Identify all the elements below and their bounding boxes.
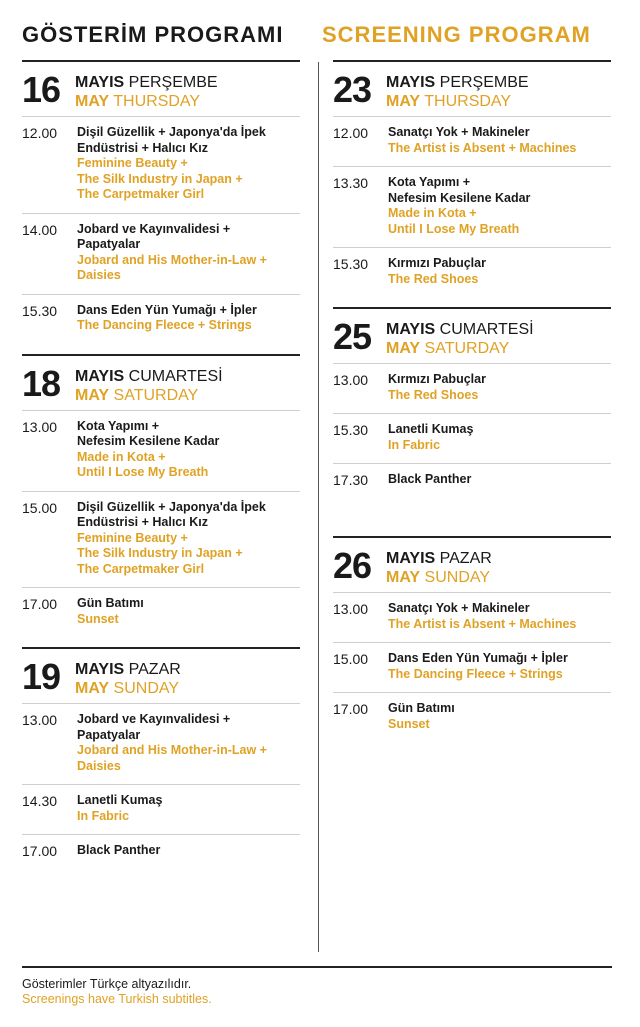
film-title-turkish: Lanetli Kumaş [77, 793, 163, 807]
screening-films [388, 472, 471, 488]
day-labels [75, 72, 218, 111]
film-title-english: The Artist is Absent + Machines [388, 616, 577, 631]
screening-row [333, 642, 611, 692]
screening-time: 12.00 [333, 125, 369, 141]
screening-films [77, 712, 267, 774]
screening-time: 17.00 [333, 701, 369, 717]
footer-note-english: Screenings have Turkish subtitles. [22, 992, 212, 1006]
screening-time: 17.30 [333, 472, 369, 488]
film-title-turkish: Black Panther [388, 472, 472, 486]
day-labels [75, 659, 181, 698]
film-title-turkish: Nefesim Kesilene Kadar [77, 434, 220, 448]
screening-films [388, 256, 486, 287]
weekday-english: THURSDAY [420, 93, 512, 110]
weekday-turkish: PAZAR [435, 550, 492, 567]
screening-row [22, 587, 300, 637]
screening-time: 15.00 [22, 499, 58, 516]
footer-note-turkish: Gösterimler Türkçe altyazılıdır. [22, 977, 192, 991]
day-number: 16 [22, 69, 61, 110]
screening-time: 13.00 [333, 372, 369, 388]
film-title-turkish: Gün Batımı [77, 596, 144, 610]
month-turkish: MAYIS [75, 74, 125, 91]
screening-films [388, 601, 576, 632]
weekday-english: SUNDAY [109, 680, 180, 697]
film-title-turkish: Kota Yapımı + [388, 175, 471, 189]
film-title-english: The Dancing Fleece + Strings [77, 318, 252, 332]
film-title-turkish: Kırmızı Pabuçlar [388, 372, 486, 386]
month-english: MAY [75, 93, 110, 110]
right-column [333, 60, 611, 742]
day-header [22, 656, 300, 703]
day-labels [386, 548, 492, 587]
screening-row [22, 491, 300, 588]
film-title-english: Sunset [77, 611, 119, 626]
screening-films [388, 372, 486, 403]
screening-row [333, 363, 611, 413]
screening-time: 13.00 [333, 601, 369, 617]
film-title-english: In Fabric [388, 437, 441, 452]
day-labels [386, 319, 534, 358]
screening-time: 15.30 [333, 256, 369, 272]
page-title [22, 22, 618, 54]
day-block [22, 647, 300, 869]
day-label-english [75, 92, 218, 111]
screening-time: 17.00 [22, 843, 58, 859]
film-title-english: The Carpetmaker Girl [77, 187, 205, 201]
film-title-turkish: Endüstrisi + Halıcı Kız [77, 140, 208, 155]
screening-row [333, 692, 611, 742]
title-turkish: GÖSTERİM PROGRAMI [22, 22, 284, 47]
film-title-english: Made in Kota + [77, 449, 166, 464]
title-english: SCREENING PROGRAM [322, 22, 591, 47]
screening-films [77, 125, 266, 203]
day-label-english [386, 339, 534, 358]
day-block [22, 354, 300, 638]
screening-time: 12.00 [22, 125, 58, 141]
day-label-turkish [386, 320, 534, 339]
screening-row [333, 116, 611, 166]
month-english: MAY [75, 386, 110, 404]
film-title-turkish: Papatyalar [77, 237, 141, 251]
day-label-turkish [75, 660, 181, 679]
screening-row [22, 703, 300, 784]
screening-row [22, 116, 300, 213]
month-turkish: MAYIS [386, 74, 436, 91]
day-label-turkish [386, 73, 529, 92]
screening-time: 13.00 [22, 418, 58, 435]
day-labels [75, 366, 223, 405]
screening-time: 13.30 [333, 175, 369, 191]
month-english: MAY [386, 340, 421, 357]
weekday-turkish: PERŞEMBE [435, 74, 529, 91]
day-block [333, 60, 611, 297]
month-turkish: MAYIS [386, 321, 436, 338]
film-title-english: The Red Shoes [388, 271, 479, 286]
screening-row [22, 834, 300, 869]
film-title-turkish: Kırmızı Pabuçlar [388, 256, 486, 270]
screening-films [388, 651, 568, 682]
screening-time: 14.30 [22, 793, 58, 809]
weekday-turkish: CUMARTESİ [124, 367, 223, 385]
film-title-turkish: Dans Eden Yün Yumağı + İpler [77, 302, 257, 317]
film-title-turkish: Endüstrisi + Halıcı Kız [77, 515, 208, 529]
day-header [22, 362, 300, 410]
screening-row [333, 247, 611, 297]
left-column [22, 60, 300, 869]
screening-films [77, 596, 144, 627]
day-label-turkish [75, 73, 218, 92]
screening-films [77, 303, 257, 334]
film-title-english: The Dancing Fleece + Strings [388, 666, 563, 681]
film-title-turkish: Dans Eden Yün Yumağı + İpler [388, 651, 568, 665]
day-label-turkish [75, 367, 223, 386]
month-turkish: MAYIS [75, 661, 125, 678]
screening-row [22, 410, 300, 491]
weekday-turkish: PAZAR [124, 661, 181, 678]
weekday-turkish: CUMARTESİ [435, 321, 534, 338]
film-title-english: Daisies [77, 758, 121, 773]
film-title-english: The Silk Industry in Japan + [77, 171, 243, 186]
film-title-turkish: Papatyalar [77, 727, 141, 742]
film-title-english: The Artist is Absent + Machines [388, 140, 577, 155]
film-title-english: Daisies [77, 268, 121, 282]
day-header [333, 69, 611, 116]
weekday-english: SUNDAY [420, 569, 491, 586]
footer-note [22, 966, 612, 1007]
day-label-english [386, 568, 492, 587]
screening-time: 15.30 [22, 302, 58, 319]
screening-row [22, 294, 300, 344]
screening-time: 17.00 [22, 596, 58, 612]
day-header [333, 316, 611, 363]
film-title-english: Jobard and His Mother-in-Law + [77, 252, 267, 267]
screening-films [388, 422, 473, 453]
film-title-turkish: Jobard ve Kayınvalidesi + [77, 221, 231, 236]
film-title-english: In Fabric [77, 808, 130, 823]
film-title-turkish: Sanatçı Yok + Makineler [388, 125, 530, 139]
film-title-turkish: Dişil Güzellik + Japonya'da İpek [77, 499, 266, 514]
film-title-turkish: Kota Yapımı + [77, 418, 160, 433]
day-number: 18 [22, 362, 61, 404]
day-number: 23 [333, 69, 372, 110]
film-title-turkish: Black Panther [77, 843, 161, 857]
screening-row [333, 413, 611, 463]
month-english: MAY [386, 93, 421, 110]
screening-films [77, 793, 162, 824]
film-title-turkish: Sanatçı Yok + Makineler [388, 601, 530, 615]
screening-time: 13.00 [22, 712, 58, 728]
film-title-turkish: Jobard ve Kayınvalidesi + [77, 712, 231, 726]
screening-row [333, 166, 611, 247]
day-header [333, 545, 611, 592]
screening-films [77, 419, 219, 481]
day-label-english [75, 679, 181, 698]
day-number: 19 [22, 656, 61, 697]
screening-films [77, 843, 160, 859]
screening-time: 15.30 [333, 422, 369, 438]
weekday-english: SATURDAY [420, 340, 510, 357]
column-divider [318, 62, 319, 952]
day-block [22, 60, 300, 344]
day-block [333, 307, 611, 498]
film-title-english: Until I Lose My Breath [77, 465, 209, 479]
film-title-english: The Silk Industry in Japan + [77, 546, 243, 560]
screening-row [333, 463, 611, 498]
screening-films [388, 701, 455, 732]
day-number: 25 [333, 316, 372, 357]
day-label-english [75, 386, 223, 405]
month-turkish: MAYIS [386, 550, 436, 567]
screening-time: 14.00 [22, 221, 58, 238]
day-labels [386, 72, 529, 111]
screening-films [388, 175, 530, 237]
month-english: MAY [386, 569, 421, 586]
film-title-turkish: Nefesim Kesilene Kadar [388, 190, 531, 205]
film-title-english: Feminine Beauty + [77, 530, 188, 545]
month-english: MAY [75, 680, 110, 697]
weekday-turkish: PERŞEMBE [124, 74, 218, 91]
screening-films [77, 500, 266, 578]
month-turkish: MAYIS [75, 367, 125, 385]
screening-time: 15.00 [333, 651, 369, 667]
film-title-turkish: Gün Batımı [388, 701, 455, 715]
film-title-english: The Carpetmaker Girl [77, 561, 205, 576]
screening-films [77, 222, 267, 284]
film-title-english: The Red Shoes [388, 387, 479, 402]
film-title-english: Jobard and His Mother-in-Law + [77, 743, 267, 757]
day-block [333, 536, 611, 742]
day-number: 26 [333, 545, 372, 586]
weekday-english: SATURDAY [109, 386, 199, 404]
screening-row [333, 592, 611, 642]
screening-row [22, 784, 300, 834]
day-label-english [386, 92, 529, 111]
film-title-english: Feminine Beauty + [77, 156, 188, 170]
film-title-english: Until I Lose My Breath [388, 221, 520, 236]
film-title-turkish: Dişil Güzellik + Japonya'da İpek [77, 125, 266, 139]
day-header [22, 69, 300, 116]
weekday-english: THURSDAY [109, 93, 201, 110]
film-title-english: Made in Kota + [388, 206, 477, 220]
screening-films [388, 125, 576, 156]
day-label-turkish [386, 549, 492, 568]
film-title-english: Sunset [388, 716, 430, 731]
screening-row [22, 213, 300, 294]
film-title-turkish: Lanetli Kumaş [388, 422, 474, 436]
